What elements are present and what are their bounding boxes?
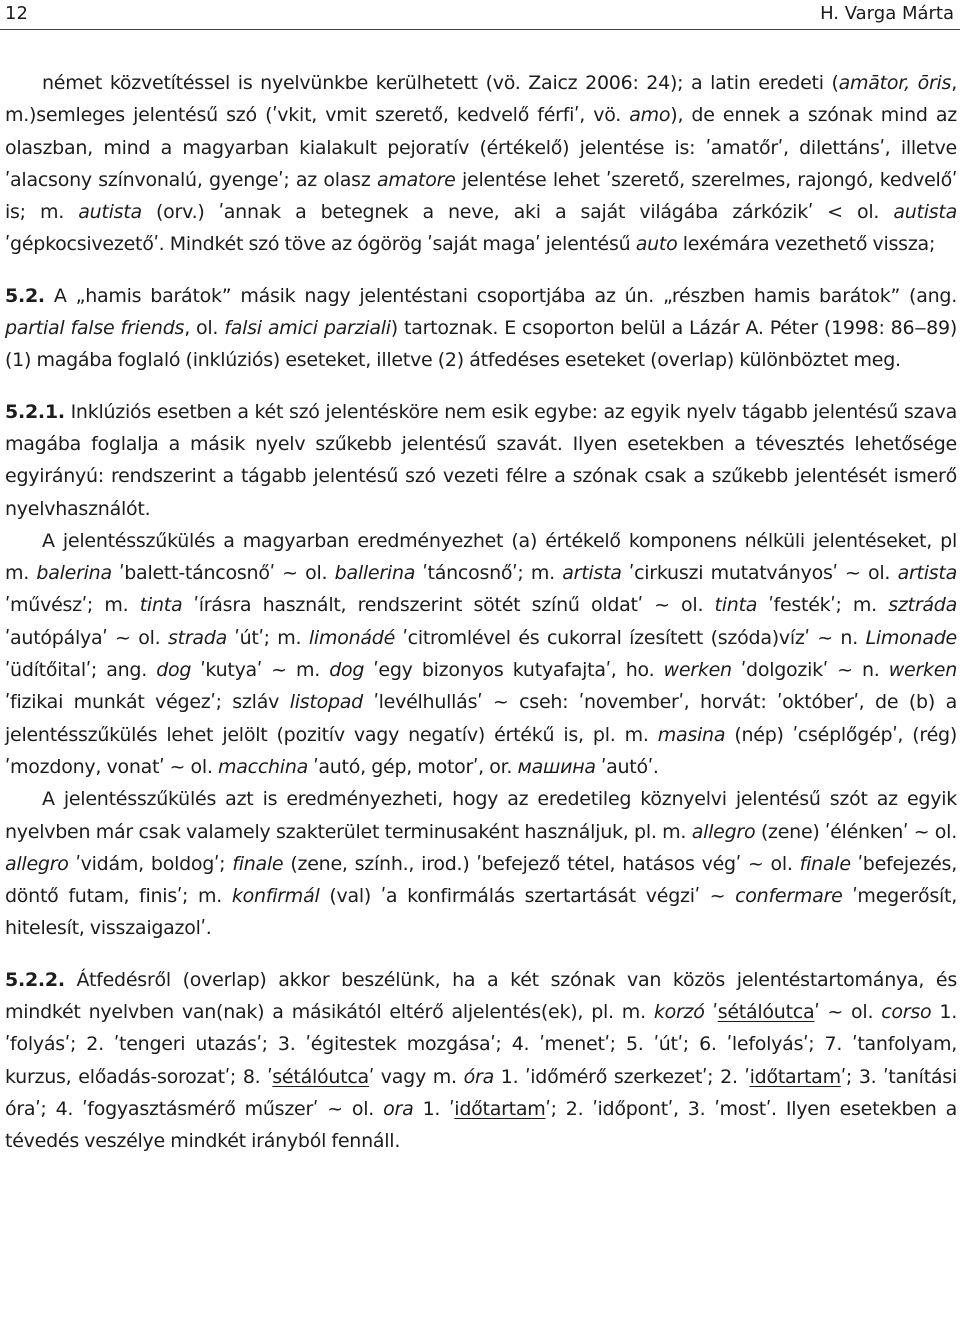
text-run: német közvetítéssel is nyelvünkbe kerülhetett (vö. Zaicz 2006: 24); a latin eredeti (: [42, 72, 839, 94]
example-word: auto: [635, 233, 678, 256]
text-run: ʹművészʹ; m.: [5, 594, 140, 617]
example-word: masina: [657, 723, 726, 746]
text-run: , ol.: [184, 317, 225, 340]
text-run: ʹfestékʹ; m.: [757, 594, 889, 617]
text-run: ʹ vagy m.: [368, 1065, 464, 1088]
example-word: korzó: [653, 1001, 705, 1024]
paragraph-amator: [5, 67, 957, 261]
text-run: ʹbalett-táncosnőʹ ~ ol.: [111, 562, 335, 585]
text-run: ʹbefejezés, döntő futam, finisʹ; m.: [5, 852, 957, 908]
section-number: 5.2.2.: [5, 968, 65, 991]
text-run: A „hamis barátok” másik nagy jelentéstani csoportjába az ún. „részben hamis barátok” (ang.: [44, 284, 957, 307]
example-word: ballerina: [334, 562, 416, 585]
example-word: amātor, ōris: [838, 72, 952, 94]
text-run: (nép) ʹcséplőgépʹ, (rég) ʹmozdony, vonatʹ ~ ol.: [5, 723, 957, 778]
text-run: ʹautópályaʹ ~ ol.: [5, 626, 168, 649]
section-number: 5.2.1.: [5, 400, 65, 423]
text-run: ʹírásra használt, rendszerint sötét színű oldatʹ ~ ol.: [182, 594, 715, 617]
example-word: sztráda: [888, 594, 957, 617]
text-run: 1. ʹfolyásʹ; 2. ʹtengeri utazásʹ; 3. ʹégitestek mozgásaʹ; 4. ʹmenetʹ; 5. ʹútʹ; 6. ʹlefolyásʹ; 7. ʹtanfolyam, kurzus, előadás-sorozatʹ; 8. ʹ: [5, 1001, 958, 1088]
text-run: ʹegy bizonyos kutyafajtaʹ, ho.: [364, 659, 664, 682]
shared-meaning: sétálóutca: [272, 1065, 369, 1088]
example-word: werken: [888, 659, 958, 682]
text-run: ʹkutyaʹ ~ m.: [191, 659, 330, 682]
text-run: jelentése lehet ʹszerető, szerelmes, rajongó, kedvelőʹ is; m.: [5, 168, 957, 224]
text-run: (val) ʹa konfirmálás szertartását végziʹ ~: [319, 885, 736, 908]
example-word: autista: [893, 201, 957, 224]
text-run: ) tartoznak. E csoporton belül a Lázár A. Péter (1998: 86‒89) (1) magába foglaló (inklúziós) eseteket, illetve (2) átfedéses eseteket (overlap) különböztet meg.: [5, 317, 958, 372]
text-run: (zene, szính., irod.) ʹbefejező tétel, hatásos végʹ ~ ol.: [283, 852, 800, 875]
text-run: A jelentésszűkülés azt is eredményezheti, hogy az eredetileg köznyelvi jelentésű szót az egyik nyelvben már csak valamely szakterület terminusaként használjuk, pl. m.: [5, 788, 957, 843]
text-run: , m.)semleges jelentésű szó (ʹvkit, vmit szerető, kedvelő férfiʹ, vö.: [5, 72, 957, 127]
example-word: confermare: [735, 885, 843, 908]
text-run: (orv.) ʹannak a betegnek a neve, aki a saját világába zárkózikʹ < ol.: [141, 201, 894, 224]
text-run: ʹtáncosnőʹ; m.: [415, 562, 563, 585]
shared-meaning: időtartam: [454, 1097, 546, 1120]
example-word: allegro: [5, 852, 69, 875]
example-word: macchina: [217, 755, 309, 778]
text-run: Átfedésről (overlap) akkor beszélünk, ha a két szónak van közös jelentéstartománya, és mindkét nyelvben van(nak) a másikától eltérő aljelentés(ek), pl. m.: [5, 968, 957, 1024]
shared-meaning: sétálóutca: [717, 1001, 815, 1024]
example-word: autista: [78, 201, 142, 224]
example-word: artista: [897, 562, 958, 585]
example-word: allegro: [691, 820, 756, 843]
example-word: amatore: [376, 168, 456, 191]
text-run: ʹ: [704, 1001, 718, 1024]
example-word: listopad: [289, 691, 363, 714]
example-word: dog: [329, 659, 365, 682]
example-word: óra: [463, 1065, 494, 1088]
text-run: (zene) ʹélénkenʹ ~ ol.: [755, 820, 957, 843]
text-run: ʹlevélhullásʹ ~ cseh: ʹnovemberʹ, horvát: ʹoktóberʹ, de (b) a jelentésszűkülés lehet jelölt (pozitív vagy negatív) értékű is, pl. m.: [5, 691, 957, 746]
text-run: ʹvidám, boldogʹ;: [68, 852, 233, 875]
page-header: [0, 0, 960, 30]
paragraph-5-2-1-intro: [5, 396, 957, 525]
text-run: ʹautóʹ.: [595, 755, 659, 778]
example-word: falsi amici parziali: [224, 317, 391, 340]
text-run: ʹüdítőitalʹ; ang.: [5, 659, 157, 682]
example-word: artista: [562, 562, 622, 585]
text-run: ʹcirkuszi mutatványosʹ ~ ol.: [621, 562, 898, 585]
example-word: corso: [881, 1001, 932, 1024]
example-word: balerina: [36, 562, 112, 585]
text-run: ʹ; 2. ʹidőpontʹ, 3. ʹmostʹ. Ilyen esetekben a tévedés veszélye mindkét irányból fennáll.: [5, 1097, 957, 1153]
text-run: ʹdolgozikʹ ~ n.: [731, 659, 889, 682]
text-run: ʹcitromlével és cukorral ízesített (szóda)vízʹ ~ n.: [395, 626, 866, 649]
section-5-2: [5, 280, 957, 377]
example-word: limonádé: [308, 626, 396, 649]
example-word: finale: [799, 852, 851, 875]
text-run: ʹ ~ ol.: [814, 1001, 882, 1024]
text-run: ʹgépkocsivezetőʹ. Mindkét szó töve az ógörög ʹsaját magaʹ jelentésű: [5, 233, 636, 256]
section-number: 5.2.: [5, 284, 45, 307]
section-5-2-2: [5, 964, 957, 1158]
text-run: Inklúziós esetben a két szó jelentésköre nem esik egybe: az egyik nyelv tágabb jelentésű szava magába foglalja a másik nyelv szűkebb jelentésű szavát. Ilyen esetekben a tévesztés lehetősége egyirányú: rendszerint a tágabb jelentésű szó vezeti félre a szónak csak a szűkebb jelentését ismerő nyelvhasználót.: [5, 400, 957, 520]
example-word: partial false friends: [5, 317, 185, 340]
example-word: tinta: [139, 594, 183, 617]
text-run: ʹmegerősít, hitelesít, visszaigazolʹ.: [5, 885, 957, 940]
shared-meaning: időtartam: [749, 1065, 841, 1088]
running-head: H. Varga Márta: [820, 3, 954, 24]
example-word: konfirmál: [231, 885, 320, 908]
text-run: ʹfizikai munkát végezʹ; szláv: [5, 691, 290, 714]
example-word: машина: [517, 755, 596, 778]
example-word: werken: [663, 659, 732, 682]
example-word: Limonade: [865, 626, 957, 649]
section-5-2-1: [5, 396, 957, 945]
page-number: 12: [5, 3, 28, 24]
example-word: tinta: [714, 594, 758, 617]
text-run: ), de ennek a szónak mind az olaszban, mind a magyarban kialakult pejoratív (értékelő) jelentése is: ʹamatőrʹ, dilettánsʹ, illetve ʹalacsony színvonalú, gyengeʹ; az olasz: [5, 104, 958, 191]
text-run: 1. ʹ: [413, 1097, 455, 1120]
text-run: ʹútʹ; m.: [226, 626, 309, 649]
page-body: [5, 67, 957, 1158]
header-rule: [0, 29, 960, 30]
text-run: ʹ; 3. ʹtanítási óraʹ; 4. ʹfogyasztásmérő műszerʹ ~ ol.: [5, 1065, 957, 1120]
text-run: lexémára vezethető vissza;: [677, 233, 936, 256]
text-run: A jelentésszűkülés a magyarban eredményezhet (a) értékelő komponens nélküli jelentéseket, pl m.: [5, 529, 957, 585]
text-run: ʹautó, gép, motorʹ, or.: [308, 755, 518, 778]
example-word: strada: [167, 626, 227, 649]
example-word: dog: [156, 659, 192, 682]
example-word: amo: [629, 104, 671, 127]
text-run: 1. ʹidőmérő szerkezetʹ; 2. ʹ: [493, 1065, 750, 1088]
paragraph-5-2-1-terminology: [5, 783, 957, 944]
paragraph-5-2-1-narrowing: [5, 525, 957, 783]
example-word: ora: [383, 1097, 414, 1120]
example-word: finale: [232, 852, 284, 875]
